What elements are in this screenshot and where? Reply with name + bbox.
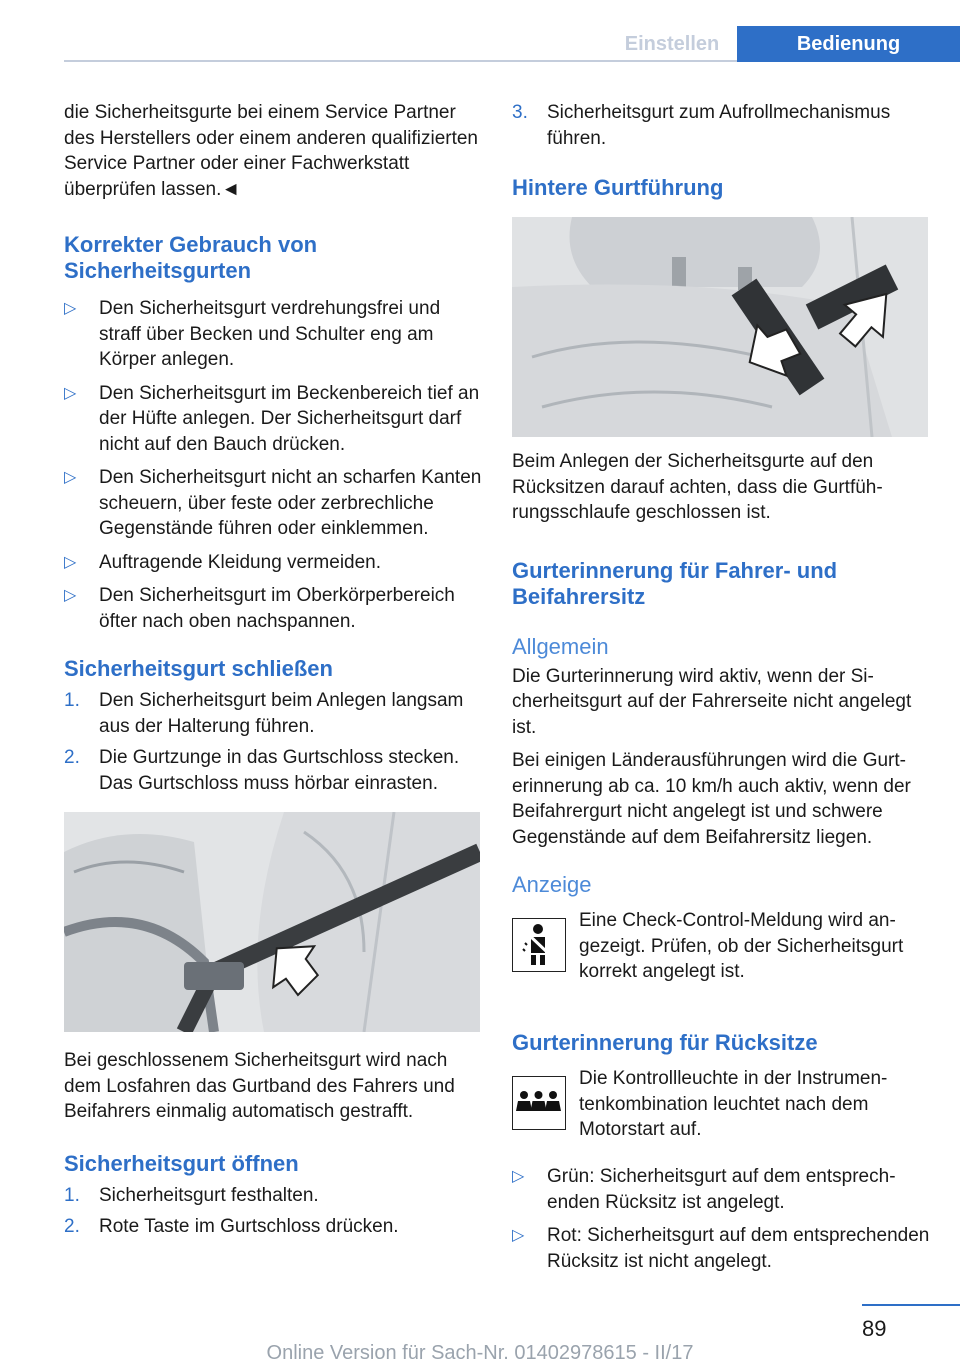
list-item: ▷ Den Sicherheitsgurt im Oberkörperbereich öfter nach oben nachspannen. [64, 585, 455, 632]
list-item: ▷ Den Sicherheitsgurt im Beckenbereich tief an der Hüfte anlegen. Der Sicherheitsgurt darf nicht auf den Bauch drücken. [64, 382, 480, 455]
schliessen-steps-continued [512, 100, 930, 151]
list-item: ▷ Rot: Sicherheitsgurt auf dem entsprechenden Rücksitz ist nicht angelegt. [512, 1225, 930, 1272]
page-number-rule [862, 1304, 960, 1306]
schliessen-steps [64, 688, 482, 796]
list-item: ▷ Auftragende Kleidung vermeiden. [64, 550, 482, 576]
allgemein-paragraph-1: Die Gurterinnerung wird aktiv, wenn der Sicherheitsgurt auf der Fahrerseite nicht angelegt ist. [512, 665, 912, 738]
right-column [512, 100, 930, 1274]
anzeige-paragraph: Eine Check-Control-Meldung wird angezeigt. Prüfen, ob der Sicherheitsgurt korrekt angelegt ist. [579, 910, 904, 982]
left-column [64, 100, 482, 1240]
section-title-hintere-gurtfuehrung: Hintere Gurtführung [512, 175, 724, 200]
gebrauch-list [64, 296, 482, 634]
step-number: 1. [64, 1184, 80, 1206]
intro-paragraph: die Sicherheitsgurte bei einem Service Partner des Herstellers oder einem anderen qualifizierten Service Partner oder einer Fachwerkstatt überprüfen lassen.◄ [64, 102, 479, 200]
ruecksitze-paragraph: Die Kontrollleuchte in der Instrumentenkombination leuchtet nach dem Motorstart auf. [579, 1068, 888, 1140]
step-number: 3. [512, 102, 528, 123]
step-item: 3. Sicherheitsgurt zum Aufrollmechanismus führen. [512, 102, 891, 149]
anzeige-row [512, 908, 930, 1008]
triangle-bullet-icon: ▷ [64, 384, 77, 402]
triangle-bullet-icon: ▷ [512, 1227, 525, 1244]
section-title-korrekter-gebrauch: Korrekter Gebrauch von Sicherheitsgurten [64, 232, 318, 283]
step-item: 2. Die Gurtzunge in das Gurtschloss stecken. Das Gurtschloss muss hörbar einrasten. [64, 747, 460, 794]
ruecksitze-row [512, 1066, 930, 1146]
seatbelt-buckle-image [64, 812, 480, 1032]
triangle-bullet-icon: ▷ [64, 300, 77, 317]
rear-belt-guide-image [512, 217, 928, 437]
online-version-footer: Online Version für Sach-Nr. 01402978615 - II/17 [266, 1342, 694, 1364]
seatbelt-warning-icon [512, 918, 566, 972]
section-title-gurterinnerung-fahrer: Gurterinnerung für Fahrer- und Beifahrersitz [512, 557, 838, 609]
after-image-paragraph: Bei geschlossenem Sicherheitsgurt wird nach dem Losfahren das Gurtband des Fahrers und Beifahrers einmalig automatisch gestrafft. [64, 1050, 455, 1122]
header-divider [64, 60, 737, 62]
rear-seat-occupants-icon [512, 1076, 566, 1130]
section-title-gurt-oeffnen: Sicherheitsgurt öffnen [64, 1150, 299, 1176]
ruecksitze-list [512, 1164, 930, 1274]
list-item: ▷ Den Sicherheitsgurt nicht an scharfen Kanten scheuern, über feste oder zerbrechliche Gegenstände führen oder einklemmen. [64, 467, 482, 539]
triangle-bullet-icon: ▷ [512, 1168, 525, 1185]
tab-einstellen[interactable]: Einstellen [624, 33, 720, 55]
page-number: 89 [862, 1316, 887, 1341]
step-item: 2. Rote Taste im Gurtschloss drücken. [64, 1214, 482, 1240]
subsection-title-allgemein: Allgemein [512, 633, 609, 659]
section-title-gurterinnerung-ruecksitze: Gurterinnerung für Rücksitze [512, 1030, 818, 1055]
triangle-bullet-icon: ▷ [64, 553, 77, 571]
step-number: 1. [64, 690, 80, 711]
allgemein-paragraph-2: Bei einigen Länderausführungen wird die Gurterinnerung ab ca. 10 km/h auch aktiv, wenn der Beifahrergurt nicht angelegt ist und schwere Gegenstände auf dem Beifahrersitz liegen. [512, 750, 911, 848]
list-item: ▷ Grün: Sicherheitsgurt auf dem entsprechenden Rücksitz ist angelegt. [512, 1166, 896, 1213]
subsection-title-anzeige: Anzeige [512, 872, 592, 897]
hintere-gurtfuehrung-paragraph: Beim Anlegen der Sicherheitsgurte auf den Rücksitzen darauf achten, dass die Gurtführungsschlaufe geschlossen ist. [512, 451, 883, 523]
section-title-gurt-schliessen: Sicherheitsgurt schließen [64, 656, 333, 681]
step-number: 2. [64, 1216, 80, 1237]
tab-bedienung[interactable]: Bedienung [737, 26, 960, 62]
step-item: 1. Sicherheitsgurt festhalten. [64, 1183, 482, 1209]
triangle-bullet-icon: ▷ [64, 469, 77, 486]
step-item: 1. Den Sicherheitsgurt beim Anlegen langsam aus der Halterung führen. [64, 690, 464, 737]
oeffnen-steps [64, 1183, 482, 1240]
list-item: ▷ Den Sicherheitsgurt verdrehungsfrei und straff über Becken und Schulter eng am Körper anlegen. [64, 298, 441, 370]
triangle-bullet-icon: ▷ [64, 587, 77, 604]
step-number: 2. [64, 747, 80, 768]
